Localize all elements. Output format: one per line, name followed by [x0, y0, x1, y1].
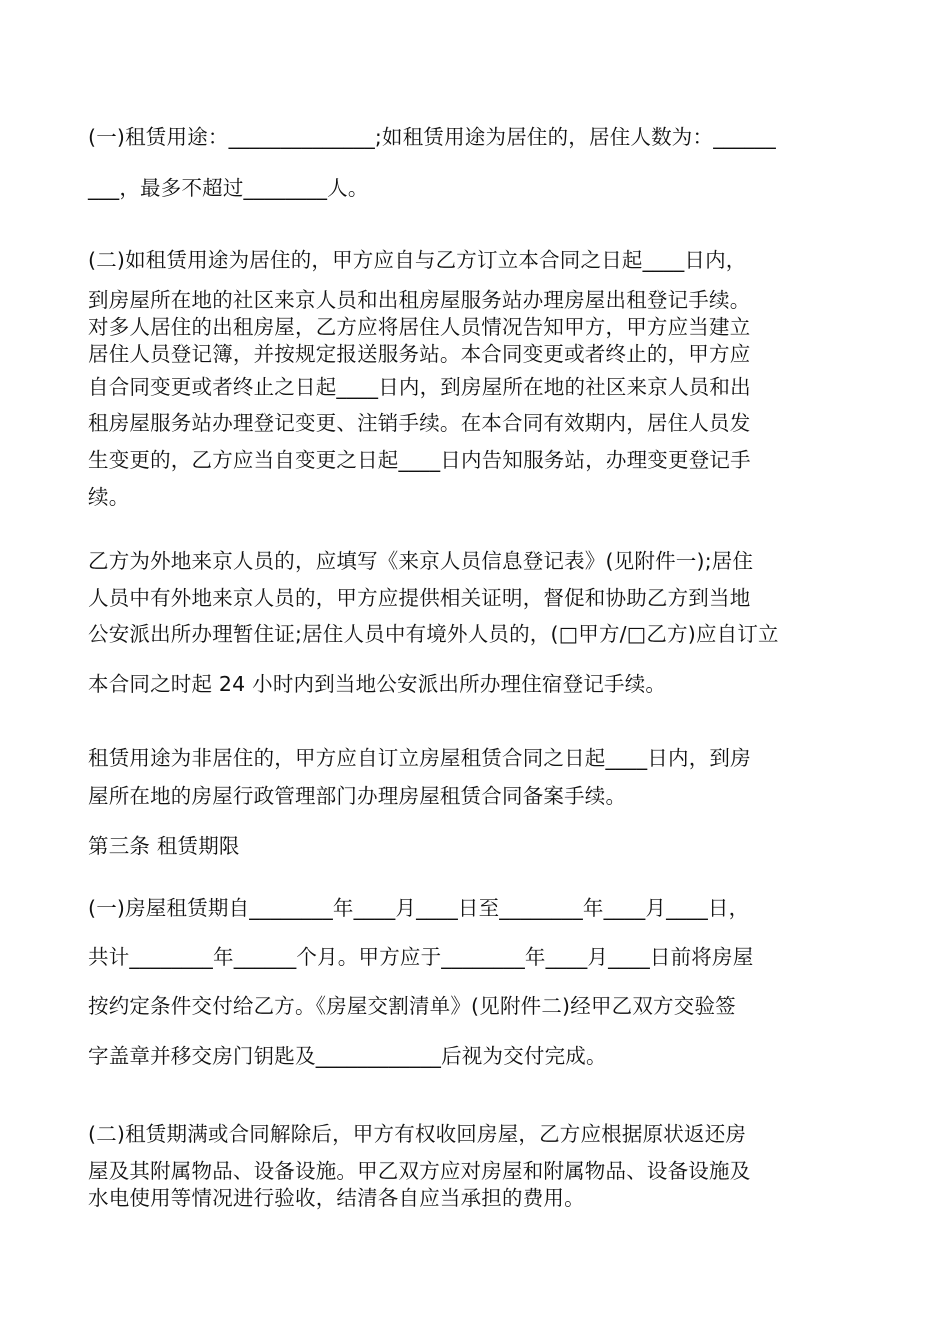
text-line: (一)房屋租赁期自________年____月____日至________年____月____日， — [88, 896, 750, 920]
text-line: 屋所在地的房屋行政管理部门办理房屋租赁合同备案手续。 — [88, 784, 627, 808]
text-line: 租房屋服务站办理登记变更、注销手续。在本合同有效期内，居住人员发 — [88, 411, 751, 435]
text-line: 人员中有外地来京人员的，甲方应提供相关证明，督促和协助乙方到当地 — [88, 586, 751, 610]
text-line: 本合同之时起 24 小时内到当地公安派出所办理住宿登记手续。 — [88, 672, 667, 696]
text-line: 自合同变更或者终止之日起____日内，到房屋所在地的社区来京人员和出 — [88, 375, 751, 399]
text-line: 字盖章并移交房门钥匙及____________后视为交付完成。 — [88, 1044, 607, 1068]
text-line: 对多人居住的出租房屋，乙方应将居住人员情况告知甲方，甲方应当建立 — [88, 315, 751, 339]
text-line: 居住人员登记簿，并按规定报送服务站。本合同变更或者终止的，甲方应 — [88, 342, 751, 366]
text-line: 到房屋所在地的社区来京人员和出租房屋服务站办理房屋出租登记手续。 — [88, 288, 751, 312]
text-line: 乙方为外地来京人员的，应填写《来京人员信息登记表》(见附件一);居住 — [88, 549, 754, 573]
text-line: 续。 — [88, 485, 130, 509]
text-line: (二)租赁期满或合同解除后，甲方有权收回房屋，乙方应根据原状返还房 — [88, 1122, 747, 1146]
section-heading: 第三条 租赁期限 — [88, 834, 240, 858]
text-line: 租赁用途为非居住的，甲方应自订立房屋租赁合同之日起____日内，到房 — [88, 746, 751, 770]
text-line: 共计________年______个月。甲方应于________年____月____日前将房屋 — [88, 945, 754, 969]
text-line: (二)如租赁用途为居住的，甲方应自与乙方订立本合同之日起____日内， — [88, 248, 747, 272]
text-line: 公安派出所办理暂住证;居住人员中有境外人员的，(□甲方/□乙方)应自订立 — [88, 622, 779, 646]
text-line: (一)租赁用途：______________;如租赁用途为居住的，居住人数为：______ — [88, 125, 776, 149]
text-line: 屋及其附属物品、设备设施。甲乙双方应对房屋和附属物品、设备设施及 — [88, 1159, 751, 1183]
text-line: 按约定条件交付给乙方。《房屋交割清单》(见附件二)经甲乙双方交验签 — [88, 994, 736, 1018]
text-line: 水电使用等情况进行验收，结清各自应当承担的费用。 — [88, 1186, 585, 1210]
text-line: 生变更的，乙方应当自变更之日起____日内告知服务站，办理变更登记手 — [88, 448, 751, 472]
text-line: ___，最多不超过________人。 — [88, 176, 369, 200]
